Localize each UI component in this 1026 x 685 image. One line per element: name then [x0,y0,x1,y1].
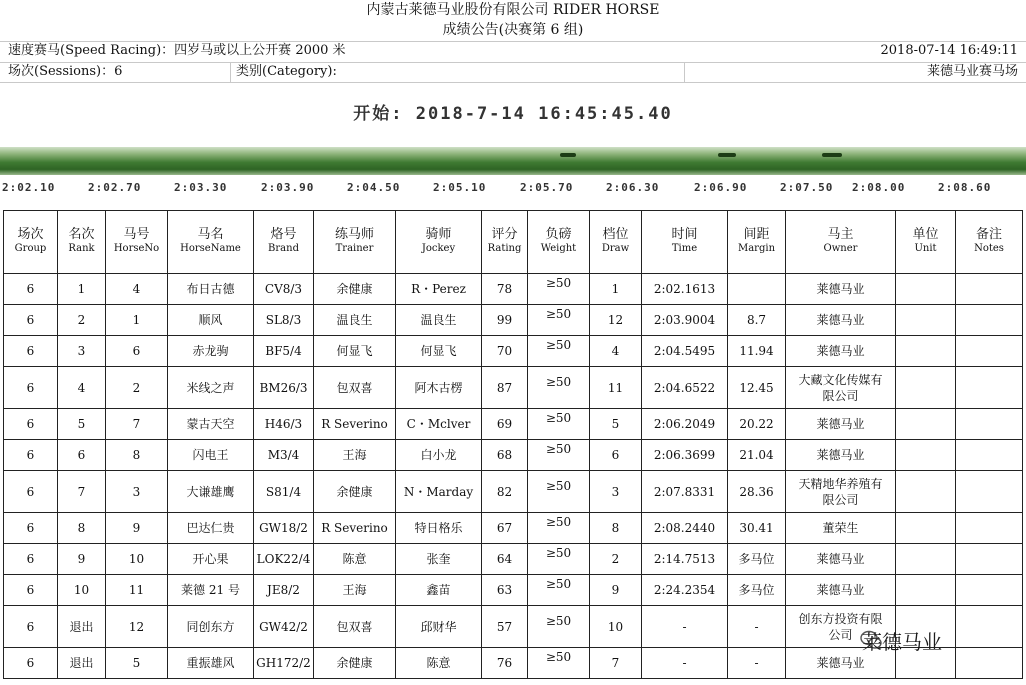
cell-rating: 63 [482,575,528,606]
weight-value: ≥50 [545,577,572,591]
divider [0,82,1026,83]
cell-horseno: 7 [106,409,168,440]
cell-brand: SL8/3 [254,305,314,336]
column-header-zh: 名次 [68,227,95,242]
table-row [4,409,1023,440]
cell-draw: 8 [590,513,642,544]
cell-jockey: 特日格乐 [396,513,482,544]
column-header-en: Margin [737,243,776,254]
cell-group: 6 [4,513,58,544]
cell-margin: 11.94 [728,336,786,367]
cell-weight [528,409,590,440]
column-header-notes [956,211,1023,274]
timeline-tick: 2:05.70 [520,181,574,194]
cell-weight [528,336,590,367]
column-header-draw [590,211,642,274]
column-header-zh: 间距 [743,227,770,242]
cell-group: 6 [4,471,58,513]
cell-brand: BM26/3 [254,367,314,409]
cell-trainer: R Severino [314,513,396,544]
column-header-zh: 备注 [975,227,1002,242]
column-header-zh: 评分 [491,227,518,242]
cell-jockey: N・Marday [396,471,482,513]
cell-weight [528,274,590,305]
venue-name: 莱德马业赛马场 [926,64,1018,79]
table-row [4,513,1023,544]
cell-rank: 8 [58,513,106,544]
cell-rating: 76 [482,648,528,679]
cell-horseno: 2 [106,367,168,409]
column-header-horsename [168,211,254,274]
timeline-tick: 2:06.90 [694,181,748,194]
cell-group: 6 [4,606,58,648]
company-title: 内蒙古莱德马业股份有限公司 RIDER HORSE [366,2,660,18]
cell-trainer: 何显飞 [314,336,396,367]
cell-owner: 莱德马业 [786,648,896,679]
cell-horsename: 顺风 [168,305,254,336]
column-header-zh: 场次 [17,227,44,242]
cell-horseno: 11 [106,575,168,606]
cell-weight [528,440,590,471]
cell-unit [896,471,956,513]
column-header-en: Jockey [421,243,456,254]
cell-jockey: 温良生 [396,305,482,336]
cell-horsename: 大谦雄鹰 [168,471,254,513]
cell-owner: 创东方投资有限公司 [786,606,896,648]
cell-draw: 10 [590,606,642,648]
horse-marker [718,153,736,157]
cell-weight [528,606,590,648]
cell-rank: 3 [58,336,106,367]
cell-rank: 1 [58,274,106,305]
cell-rank: 10 [58,575,106,606]
column-header-en: Weight [540,243,577,254]
cell-brand: JE8/2 [254,575,314,606]
cell-margin: 30.41 [728,513,786,544]
cell-margin [728,274,786,305]
column-header-margin [728,211,786,274]
column-header-en: HorseNo [113,243,160,254]
column-header-en: Brand [268,243,299,254]
weight-value: ≥50 [545,546,572,560]
weight-value: ≥50 [545,276,572,290]
cell-horseno: 12 [106,606,168,648]
cell-time: 2:06.2049 [642,409,728,440]
cell-notes [956,305,1023,336]
cell-time: 2:08.2440 [642,513,728,544]
cell-jockey: 张奎 [396,544,482,575]
cell-group: 6 [4,648,58,679]
column-header-en: Rank [68,243,95,254]
cell-weight [528,471,590,513]
cell-margin: 8.7 [728,305,786,336]
category-label: 类别(Category): [236,64,337,79]
weight-value: ≥50 [545,613,572,628]
column-header-time [642,211,728,274]
cell-draw: 9 [590,575,642,606]
report-datetime: 2018-07-14 16:49:11 [880,43,1018,58]
cell-trainer: 温良生 [314,305,396,336]
table-row [4,305,1023,336]
cell-unit [896,409,956,440]
cell-brand: GW18/2 [254,513,314,544]
column-header-zh: 马主 [827,227,854,242]
cell-draw: 6 [590,440,642,471]
cell-horsename: 重振雄风 [168,648,254,679]
cell-rating: 68 [482,440,528,471]
cell-notes [956,513,1023,544]
cell-rank: 9 [58,544,106,575]
cell-time: 2:06.3699 [642,440,728,471]
weight-value: ≥50 [545,338,572,352]
cell-rating: 70 [482,336,528,367]
cell-unit [896,367,956,409]
weight-value: ≥50 [545,478,572,493]
cell-draw: 7 [590,648,642,679]
cell-trainer: 王海 [314,440,396,471]
cell-rating: 57 [482,606,528,648]
timeline-tick: 2:03.30 [174,181,228,194]
timeline-tick: 2:08.60 [938,181,992,194]
cell-brand: GH172/2 [254,648,314,679]
cell-rank: 5 [58,409,106,440]
cell-horsename: 蒙古天空 [168,409,254,440]
cell-brand: H46/3 [254,409,314,440]
cell-rating: 82 [482,471,528,513]
cell-horsename: 巴达仁贵 [168,513,254,544]
cell-unit [896,575,956,606]
cell-time: 2:14.7513 [642,544,728,575]
divider [684,62,685,82]
cell-owner: 莱德马业 [786,274,896,305]
cell-horsename: 开心果 [168,544,254,575]
cell-brand: LOK22/4 [254,544,314,575]
cell-jockey: 邱财华 [396,606,482,648]
cell-rating: 99 [482,305,528,336]
report-subtitle: 成绩公告(决赛第 6 组) [442,22,584,38]
cell-brand: CV8/3 [254,274,314,305]
cell-trainer: 包双喜 [314,606,396,648]
cell-owner: 莱德马业 [786,575,896,606]
cell-draw: 12 [590,305,642,336]
cell-group: 6 [4,544,58,575]
cell-weight [528,575,590,606]
cell-horseno: 4 [106,274,168,305]
weight-value: ≥50 [545,442,572,456]
cell-owner: 天精地华养殖有限公司 [786,471,896,513]
cell-trainer: R Severino [314,409,396,440]
table-row [4,471,1023,513]
column-header-zh: 档位 [602,227,629,242]
cell-time: - [642,648,728,679]
column-header-zh: 负磅 [545,227,572,242]
cell-notes [956,274,1023,305]
cell-draw: 11 [590,367,642,409]
cell-owner: 莱德马业 [786,544,896,575]
column-header-zh: 单位 [912,227,939,242]
cell-margin: 21.04 [728,440,786,471]
cell-jockey: 陈意 [396,648,482,679]
cell-brand: S81/4 [254,471,314,513]
column-header-zh: 时间 [671,227,698,242]
cell-unit [896,544,956,575]
column-header-en: Owner [823,243,858,254]
cell-owner: 莱德马业 [786,305,896,336]
cell-horseno: 10 [106,544,168,575]
cell-group: 6 [4,274,58,305]
column-header-rating [482,211,528,274]
cell-horseno: 6 [106,336,168,367]
column-header-en: Time [671,243,698,254]
column-header-en: Rating [487,243,522,254]
cell-owner: 莱德马业 [786,409,896,440]
divider [230,62,231,82]
column-header-zh: 骑师 [425,227,452,242]
cell-rank: 6 [58,440,106,471]
column-header-en: Group [14,243,47,254]
cell-unit [896,513,956,544]
cell-jockey: 何显飞 [396,336,482,367]
race-description: 速度赛马(Speed Racing)：四岁马或以上公开赛 2000 米 [8,43,346,58]
cell-time: 2:07.8331 [642,471,728,513]
cell-rating: 67 [482,513,528,544]
timeline-tick: 2:04.50 [347,181,401,194]
cell-rank: 2 [58,305,106,336]
cell-horseno: 5 [106,648,168,679]
cell-jockey: 阿木古楞 [396,367,482,409]
cell-rating: 69 [482,409,528,440]
cell-rating: 87 [482,367,528,409]
horse-marker [822,153,842,157]
cell-margin: 12.45 [728,367,786,409]
cell-horsename: 米线之声 [168,367,254,409]
cell-horsename: 赤龙驹 [168,336,254,367]
cell-trainer: 余健康 [314,471,396,513]
column-header-horseno [106,211,168,274]
cell-group: 6 [4,305,58,336]
column-header-jockey [396,211,482,274]
cell-horseno: 3 [106,471,168,513]
cell-owner: 莱德马业 [786,440,896,471]
cell-notes [956,648,1023,679]
weight-value: ≥50 [545,650,572,664]
cell-owner: 大藏文化传媒有限公司 [786,367,896,409]
column-header-rank [58,211,106,274]
table-row [4,440,1023,471]
cell-rating: 64 [482,544,528,575]
cell-group: 6 [4,440,58,471]
cell-jockey: 鑫苗 [396,575,482,606]
cell-rating: 78 [482,274,528,305]
weight-value: ≥50 [545,515,572,529]
cell-jockey: R・Perez [396,274,482,305]
timeline-tick: 2:06.30 [606,181,660,194]
column-header-en: HorseName [180,243,241,254]
cell-unit [896,440,956,471]
cell-weight [528,367,590,409]
cell-margin: 28.36 [728,471,786,513]
table-row [4,336,1023,367]
column-header-zh: 马名 [197,227,224,242]
cell-draw: 4 [590,336,642,367]
cell-time: 2:04.6522 [642,367,728,409]
column-header-en: Trainer [335,243,374,254]
cell-notes [956,367,1023,409]
divider [0,62,1026,63]
table-header-row [4,211,1023,274]
column-header-zh: 马号 [123,227,150,242]
column-header-zh: 练马师 [334,227,374,242]
cell-notes [956,336,1023,367]
cell-trainer: 王海 [314,575,396,606]
column-header-zh: 烙号 [270,227,297,242]
cell-draw: 1 [590,274,642,305]
cell-notes [956,409,1023,440]
cell-rank: 退出 [58,648,106,679]
cell-notes [956,606,1023,648]
cell-rank: 退出 [58,606,106,648]
cell-horsename: 同创东方 [168,606,254,648]
cell-unit [896,336,956,367]
cell-owner: 莱德马业 [786,336,896,367]
column-header-en: Draw [601,243,630,254]
cell-notes [956,575,1023,606]
cell-group: 6 [4,367,58,409]
cell-weight [528,544,590,575]
cell-trainer: 余健康 [314,274,396,305]
cell-time: 2:04.5495 [642,336,728,367]
cell-jockey: C・Mclver [396,409,482,440]
cell-unit [896,274,956,305]
cell-trainer: 包双喜 [314,367,396,409]
watermark: 莱德马业 [862,630,942,654]
cell-time: - [642,606,728,648]
cell-draw: 5 [590,409,642,440]
timeline-tick: 2:02.10 [2,181,56,194]
cell-weight [528,513,590,544]
cell-owner: 董荣生 [786,513,896,544]
column-header-weight [528,211,590,274]
column-header-brand [254,211,314,274]
cell-margin: 多马位 [728,544,786,575]
timeline-tick: 2:03.90 [261,181,315,194]
horse-marker [560,153,576,157]
weight-value: ≥50 [545,411,572,425]
cell-time: 2:24.2354 [642,575,728,606]
cell-group: 6 [4,409,58,440]
cell-horsename: 闪电王 [168,440,254,471]
timeline-tick: 2:08.00 [852,181,906,194]
column-header-group [4,211,58,274]
cell-horseno: 1 [106,305,168,336]
cell-margin: 20.22 [728,409,786,440]
timeline-tick: 2:07.50 [780,181,834,194]
cell-weight [528,305,590,336]
track-strip [0,147,1026,175]
cell-unit [896,305,956,336]
cell-horseno: 9 [106,513,168,544]
table-row [4,575,1023,606]
sessions-label: 场次(Sessions)：6 [8,64,123,79]
cell-group: 6 [4,336,58,367]
timeline-tick: 2:02.70 [88,181,142,194]
column-header-owner [786,211,896,274]
cell-notes [956,440,1023,471]
cell-draw: 2 [590,544,642,575]
cell-group: 6 [4,575,58,606]
cell-margin: 多马位 [728,575,786,606]
cell-horseno: 8 [106,440,168,471]
cell-horsename: 莱德 21 号 [168,575,254,606]
cell-notes [956,544,1023,575]
timeline-tick: 2:05.10 [433,181,487,194]
cell-time: 2:02.1613 [642,274,728,305]
cell-brand: M3/4 [254,440,314,471]
column-header-unit [896,211,956,274]
column-header-en: Unit [914,243,937,254]
table-row [4,367,1023,409]
cell-margin: - [728,648,786,679]
cell-rank: 7 [58,471,106,513]
cell-notes [956,471,1023,513]
cell-time: 2:03.9004 [642,305,728,336]
cell-trainer: 陈意 [314,544,396,575]
weight-value: ≥50 [545,374,572,389]
cell-jockey: 白小龙 [396,440,482,471]
cell-brand: BF5/4 [254,336,314,367]
column-header-en: Notes [974,243,1004,254]
results-table [3,210,1023,679]
cell-draw: 3 [590,471,642,513]
column-header-trainer [314,211,396,274]
cell-rank: 4 [58,367,106,409]
table-row [4,274,1023,305]
cell-margin: - [728,606,786,648]
start-time: 开始: 2018-7-14 16:45:45.40 [353,104,673,124]
cell-brand: GW42/2 [254,606,314,648]
weight-value: ≥50 [545,307,572,321]
cell-horsename: 布日古德 [168,274,254,305]
cell-weight [528,648,590,679]
cell-trainer: 余健康 [314,648,396,679]
table-row [4,544,1023,575]
